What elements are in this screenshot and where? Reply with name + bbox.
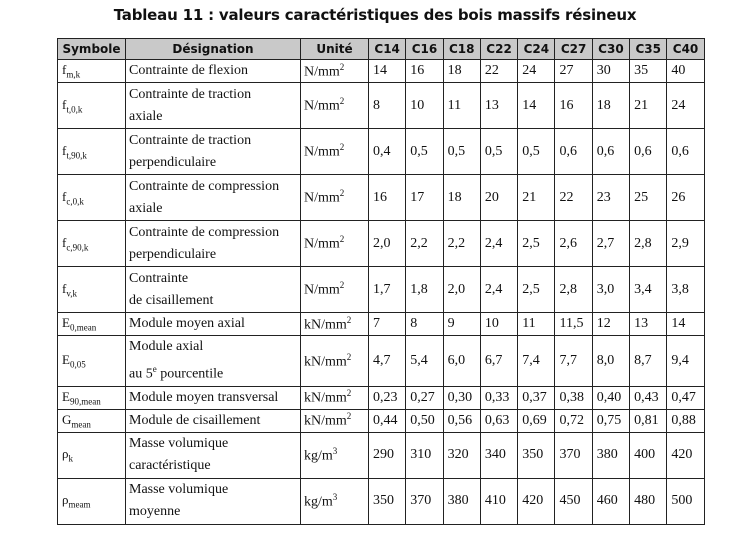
symbol-subscript: mean	[71, 419, 91, 430]
designation-line-1: Module moyen transversal	[129, 389, 279, 405]
designation-line-1: Masse volumique	[129, 482, 229, 498]
value-cell-c14: 0,44	[369, 409, 406, 432]
value-cell-c40: 420	[667, 432, 704, 478]
symbol-letter: f	[62, 62, 67, 78]
unit-exponent: 2	[339, 61, 345, 72]
symbol-letter: f	[62, 96, 67, 112]
symbol-letter: ρ	[62, 446, 69, 462]
value-cell-c16: 0,27	[406, 386, 443, 409]
symbol-subscript: k	[68, 453, 73, 464]
designation-line-2-text: axiale	[129, 200, 163, 216]
symbol-subscript: t,90,k	[66, 150, 87, 161]
header-class-c24: C24	[518, 39, 555, 60]
designation-cell	[126, 478, 301, 524]
value-cell-c22: 13	[480, 83, 517, 129]
designation-cell	[126, 221, 301, 267]
value-cell-c40: 2,9	[667, 221, 704, 267]
unit-text: N/mm	[304, 236, 340, 252]
designation-line-2-text: caractéristique	[129, 458, 211, 474]
value-cell-c14: 0,23	[369, 386, 406, 409]
designation-line-2-text: moyenne	[129, 504, 181, 520]
unit-exponent: 2	[339, 96, 345, 107]
value-cell-c16: 0,5	[406, 129, 443, 175]
designation-line-2	[129, 106, 297, 128]
value-cell-c30: 0,6	[592, 129, 629, 175]
value-cell-c16: 10	[406, 83, 443, 129]
value-cell-c18: 0,5	[443, 129, 480, 175]
unit-text: kg/m	[304, 448, 333, 464]
value-cell-c22: 410	[480, 478, 517, 524]
value-cell-c27: 0,6	[555, 129, 592, 175]
header-class-c40: C40	[667, 39, 704, 60]
designation-line-2-text: au 5	[129, 366, 153, 382]
value-cell-c16: 16	[406, 60, 443, 83]
designation-line-1: Module de cisaillement	[129, 412, 261, 428]
unit-text: N/mm	[304, 144, 340, 160]
unit-exponent: 3	[332, 491, 338, 502]
value-cell-c14: 1,7	[369, 267, 406, 313]
value-cell-c16: 8	[406, 313, 443, 336]
designation-line-1: Contrainte de compression	[129, 224, 280, 240]
value-cell-c40: 40	[667, 60, 704, 83]
symbol-letter: f	[62, 188, 67, 204]
designation-line-1: Masse volumique	[129, 436, 229, 452]
unit-text: N/mm	[304, 64, 340, 80]
value-cell-c35: 2,8	[630, 221, 667, 267]
header-class-c14: C14	[369, 39, 406, 60]
unit-exponent: 2	[346, 351, 352, 362]
unit-cell	[301, 313, 369, 336]
value-cell-c24: 11	[518, 313, 555, 336]
value-cell-c24: 2,5	[518, 221, 555, 267]
symbol-cell	[58, 175, 126, 221]
unit-cell	[301, 83, 369, 129]
value-cell-c35: 8,7	[630, 336, 667, 387]
value-cell-c35: 25	[630, 175, 667, 221]
designation-cell	[126, 60, 301, 83]
value-cell-c30: 0,75	[592, 409, 629, 432]
value-cell-c16: 0,50	[406, 409, 443, 432]
value-cell-c30: 12	[592, 313, 629, 336]
table-row	[58, 478, 705, 524]
symbol-cell	[58, 313, 126, 336]
value-cell-c14: 8	[369, 83, 406, 129]
symbol-cell	[58, 221, 126, 267]
designation-line-1: Module moyen axial	[129, 316, 245, 331]
value-cell-c18: 9	[443, 313, 480, 336]
value-cell-c40: 24	[667, 83, 704, 129]
value-cell-c40: 14	[667, 313, 704, 336]
value-cell-c30: 30	[592, 60, 629, 83]
value-cell-c27: 16	[555, 83, 592, 129]
value-cell-c27: 7,7	[555, 336, 592, 387]
designation-cell	[126, 432, 301, 478]
value-cell-c16: 2,2	[406, 221, 443, 267]
designation-cell	[126, 83, 301, 129]
symbol-subscript: c,90,k	[66, 242, 89, 253]
designation-cell	[126, 129, 301, 175]
value-cell-c16: 1,8	[406, 267, 443, 313]
designation-cell	[126, 175, 301, 221]
symbol-cell	[58, 409, 126, 432]
symbol-subscript: 0,05	[69, 359, 86, 370]
value-cell-c30: 380	[592, 432, 629, 478]
value-cell-c18: 2,2	[443, 221, 480, 267]
value-cell-c27: 2,8	[555, 267, 592, 313]
value-cell-c16: 17	[406, 175, 443, 221]
designation-line-1: Contrainte de flexion	[129, 63, 248, 78]
value-cell-c18: 0,30	[443, 386, 480, 409]
value-cell-c16: 370	[406, 478, 443, 524]
unit-cell	[301, 336, 369, 387]
value-cell-c24: 0,5	[518, 129, 555, 175]
designation-line-2-tail: pourcentile	[156, 366, 224, 382]
unit-exponent: 2	[346, 314, 352, 325]
value-cell-c18: 380	[443, 478, 480, 524]
value-cell-c30: 23	[592, 175, 629, 221]
unit-cell	[301, 432, 369, 478]
value-cell-c18: 11	[443, 83, 480, 129]
value-cell-c35: 0,81	[630, 409, 667, 432]
value-cell-c24: 0,37	[518, 386, 555, 409]
designation-line-2	[129, 290, 297, 312]
value-cell-c35: 3,4	[630, 267, 667, 313]
value-cell-c14: 7	[369, 313, 406, 336]
value-cell-c35: 21	[630, 83, 667, 129]
value-cell-c35: 400	[630, 432, 667, 478]
value-cell-c24: 420	[518, 478, 555, 524]
symbol-letter: E	[62, 388, 70, 404]
value-cell-c16: 5,4	[406, 336, 443, 387]
designation-line-2	[129, 455, 297, 477]
symbol-cell	[58, 478, 126, 524]
designation-cell	[126, 313, 301, 336]
value-cell-c24: 21	[518, 175, 555, 221]
value-cell-c27: 2,6	[555, 221, 592, 267]
value-cell-c22: 0,33	[480, 386, 517, 409]
unit-cell	[301, 409, 369, 432]
symbol-cell	[58, 432, 126, 478]
value-cell-c35: 0,6	[630, 129, 667, 175]
value-cell-c16: 310	[406, 432, 443, 478]
value-cell-c22: 340	[480, 432, 517, 478]
value-cell-c22: 6,7	[480, 336, 517, 387]
value-cell-c24: 0,69	[518, 409, 555, 432]
value-cell-c14: 2,0	[369, 221, 406, 267]
table-row	[58, 221, 705, 267]
designation-cell	[126, 267, 301, 313]
value-cell-c22: 20	[480, 175, 517, 221]
table-row	[58, 313, 705, 336]
value-cell-c27: 370	[555, 432, 592, 478]
value-cell-c18: 2,0	[443, 267, 480, 313]
unit-text: kN/mm	[304, 390, 347, 406]
designation-line-2-text: axiale	[129, 108, 163, 124]
symbol-subscript: v,k	[66, 288, 78, 299]
value-cell-c14: 290	[369, 432, 406, 478]
designation-line-1: Contrainte de traction	[129, 86, 252, 102]
table-row	[58, 409, 705, 432]
designation-line-1: Contrainte de traction	[129, 132, 252, 148]
value-cell-c35: 13	[630, 313, 667, 336]
value-cell-c22: 2,4	[480, 221, 517, 267]
symbol-subscript: c,0,k	[66, 196, 84, 207]
value-cell-c22: 2,4	[480, 267, 517, 313]
table-title: Tableau 11 : valeurs caractéristiques des bois massifs résineux	[113, 6, 637, 24]
symbol-subscript: meam	[68, 499, 91, 510]
header-class-c16: C16	[406, 39, 443, 60]
designation-line-2	[129, 244, 297, 266]
unit-text: N/mm	[304, 282, 340, 298]
symbol-cell	[58, 129, 126, 175]
value-cell-c22: 0,63	[480, 409, 517, 432]
value-cell-c24: 24	[518, 60, 555, 83]
value-cell-c18: 18	[443, 60, 480, 83]
value-cell-c14: 4,7	[369, 336, 406, 387]
value-cell-c14: 16	[369, 175, 406, 221]
symbol-cell	[58, 336, 126, 387]
symbol-cell	[58, 83, 126, 129]
value-cell-c35: 480	[630, 478, 667, 524]
value-cell-c40: 0,88	[667, 409, 704, 432]
value-cell-c27: 22	[555, 175, 592, 221]
unit-text: kN/mm	[304, 413, 347, 429]
value-cell-c30: 460	[592, 478, 629, 524]
symbol-letter: ρ	[62, 492, 69, 508]
header-class-c27: C27	[555, 39, 592, 60]
table-row	[58, 386, 705, 409]
unit-cell	[301, 175, 369, 221]
header-designation: Désignation	[126, 39, 301, 60]
designation-cell	[126, 409, 301, 432]
wood-properties-table	[57, 38, 705, 525]
designation-line-2	[129, 152, 297, 174]
designation-superscript: e	[152, 364, 157, 374]
unit-cell	[301, 221, 369, 267]
designation-cell	[126, 386, 301, 409]
header-symbole: Symbole	[58, 39, 126, 60]
value-cell-c40: 0,6	[667, 129, 704, 175]
header-class-c35: C35	[630, 39, 667, 60]
value-cell-c27: 27	[555, 60, 592, 83]
designation-line-1: Contrainte	[129, 270, 189, 286]
header-class-c30: C30	[592, 39, 629, 60]
value-cell-c22: 0,5	[480, 129, 517, 175]
value-cell-c27: 11,5	[555, 313, 592, 336]
symbol-subscript: 90,mean	[69, 396, 101, 407]
table-row	[58, 267, 705, 313]
value-cell-c35: 0,43	[630, 386, 667, 409]
value-cell-c18: 6,0	[443, 336, 480, 387]
unit-exponent: 2	[339, 188, 345, 199]
unit-cell	[301, 478, 369, 524]
designation-line-1: Contrainte de compression	[129, 178, 280, 194]
table-row	[58, 60, 705, 83]
value-cell-c24: 14	[518, 83, 555, 129]
unit-exponent: 2	[339, 142, 345, 153]
value-cell-c18: 320	[443, 432, 480, 478]
unit-exponent: 2	[339, 280, 345, 291]
unit-cell	[301, 386, 369, 409]
value-cell-c30: 8,0	[592, 336, 629, 387]
unit-text: kN/mm	[304, 317, 347, 333]
symbol-cell	[58, 60, 126, 83]
table-row	[58, 175, 705, 221]
value-cell-c30: 18	[592, 83, 629, 129]
unit-cell	[301, 60, 369, 83]
symbol-subscript: t,0,k	[66, 104, 83, 115]
symbol-letter: E	[62, 352, 70, 368]
designation-line-2-text: perpendiculaire	[129, 154, 217, 170]
designation-line-2	[129, 501, 297, 523]
table-row	[58, 432, 705, 478]
unit-text: kg/m	[304, 494, 333, 510]
table-row	[58, 129, 705, 175]
symbol-cell	[58, 267, 126, 313]
symbol-letter: f	[62, 142, 67, 158]
value-cell-c14: 14	[369, 60, 406, 83]
value-cell-c27: 0,38	[555, 386, 592, 409]
symbol-letter: f	[62, 234, 67, 250]
value-cell-c35: 35	[630, 60, 667, 83]
symbol-letter: G	[62, 411, 72, 427]
symbol-subscript: m,k	[66, 69, 81, 80]
unit-text: N/mm	[304, 190, 340, 206]
unit-cell	[301, 129, 369, 175]
unit-cell	[301, 267, 369, 313]
value-cell-c14: 0,4	[369, 129, 406, 175]
header-unite: Unité	[301, 39, 369, 60]
unit-exponent: 2	[346, 388, 352, 399]
value-cell-c24: 350	[518, 432, 555, 478]
symbol-cell	[58, 386, 126, 409]
header-class-c18: C18	[443, 39, 480, 60]
symbol-letter: E	[62, 315, 70, 331]
unit-exponent: 3	[332, 445, 338, 456]
value-cell-c30: 2,7	[592, 221, 629, 267]
value-cell-c24: 7,4	[518, 336, 555, 387]
table-row	[58, 83, 705, 129]
unit-exponent: 2	[339, 234, 345, 245]
header-class-c22: C22	[480, 39, 517, 60]
unit-text: kN/mm	[304, 354, 347, 370]
value-cell-c40: 3,8	[667, 267, 704, 313]
designation-line-2-text: perpendiculaire	[129, 246, 217, 262]
value-cell-c18: 18	[443, 175, 480, 221]
value-cell-c27: 450	[555, 478, 592, 524]
designation-line-1: Module axial	[129, 339, 204, 354]
value-cell-c18: 0,56	[443, 409, 480, 432]
value-cell-c40: 0,47	[667, 386, 704, 409]
symbol-subscript: 0,mean	[69, 322, 97, 333]
value-cell-c40: 9,4	[667, 336, 704, 387]
value-cell-c30: 3,0	[592, 267, 629, 313]
value-cell-c22: 10	[480, 313, 517, 336]
value-cell-c40: 26	[667, 175, 704, 221]
unit-exponent: 2	[346, 411, 352, 422]
value-cell-c40: 500	[667, 478, 704, 524]
designation-line-2-text: de cisaillement	[129, 292, 214, 308]
value-cell-c24: 2,5	[518, 267, 555, 313]
table-row	[58, 336, 705, 387]
designation-cell	[126, 336, 301, 387]
designation-line-2	[129, 198, 297, 220]
header-row	[58, 39, 705, 60]
unit-text: N/mm	[304, 98, 340, 114]
value-cell-c22: 22	[480, 60, 517, 83]
symbol-letter: f	[62, 280, 67, 296]
value-cell-c30: 0,40	[592, 386, 629, 409]
value-cell-c14: 350	[369, 478, 406, 524]
designation-line-2	[129, 358, 297, 386]
value-cell-c27: 0,72	[555, 409, 592, 432]
